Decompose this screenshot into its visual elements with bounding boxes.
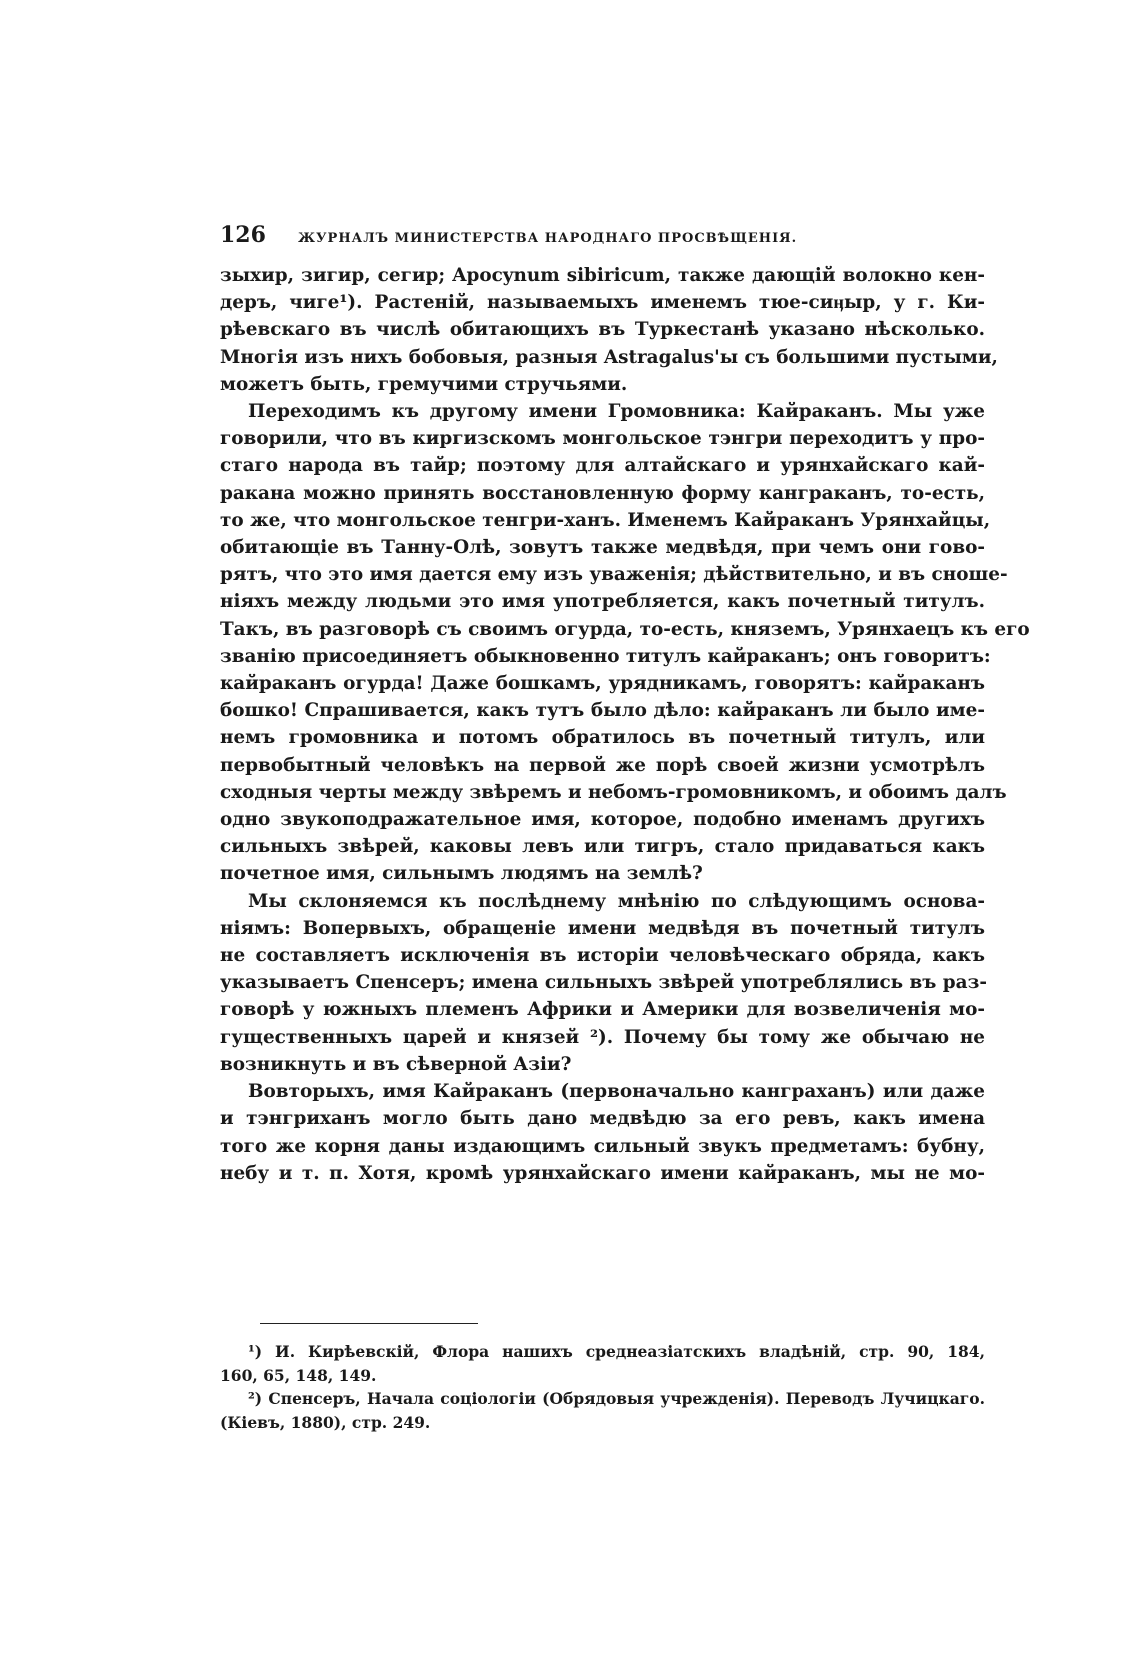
text-line: ніямъ: Вопервыхъ, обращеніе имени медвѣдя въ почетный титулъ <box>220 917 985 939</box>
text-line: возникнуть и въ сѣверной Азіи? <box>220 1053 572 1075</box>
text-line: кайраканъ огурда! Даже бошкамъ, урядникамъ, говорятъ: кайраканъ <box>220 673 985 695</box>
footnote-line: (Кіевъ, 1880), стр. 249. <box>220 1412 431 1432</box>
paragraph-start-line: Мы склоняемся къ послѣднему мнѣнію по слѣдующимъ основа- <box>248 890 985 912</box>
footnote-divider <box>260 1323 478 1324</box>
text-line: того же корня даны издающимъ сильный звукъ предметамъ: бубну, <box>220 1135 985 1157</box>
text-line: говорѣ у южныхъ племенъ Африки и Америки для возвеличенія мо- <box>220 999 985 1021</box>
footnote-line: ²) Спенсеръ, Начала соціологіи (Обрядовыя учрежденія). Переводъ Лучицкаго. <box>248 1389 985 1408</box>
text-line: и тэнгриханъ могло быть дано медвѣдю за его ревъ, какъ имена <box>220 1108 985 1130</box>
text-line: бошко! Спрашивается, какъ тутъ было дѣло: кайраканъ ли было име- <box>220 700 985 722</box>
text-line: одно звукоподражательное имя, которое, подобно именамъ другихъ <box>220 809 985 831</box>
text-line: небу и т. п. Хотя, кромѣ урянхайскаго имени кайраканъ, мы не мо- <box>220 1162 985 1184</box>
page-header <box>220 222 920 248</box>
text-line: не составляетъ исключенія въ исторіи человѣческаго обряда, какъ <box>220 945 985 967</box>
paragraph-start-line: Вовторыхъ, имя Кайраканъ (первоначально канграханъ) или даже <box>248 1081 985 1103</box>
text-line: почетное имя, сильнымъ людямъ на землѣ? <box>220 863 703 885</box>
text-line: стаго народа въ тайр; поэтому для алтайскаго и урянхайскаго кай- <box>220 455 985 477</box>
text-line: Такъ, въ разговорѣ съ своимъ огурда, то-есть, княземъ, Урянхаецъ къ его <box>220 618 1030 640</box>
text-line: Многія изъ нихъ бобовыя, разныя Astragalus'ы съ большими пустыми, <box>220 346 998 368</box>
text-line: званію присоединяетъ обыкновенно титулъ кайраканъ; онъ говоритъ: <box>220 645 991 667</box>
footnotes <box>220 1340 985 1434</box>
text-line: немъ громовника и потомъ обратилось въ почетный титулъ, или <box>220 727 985 749</box>
text-line: рятъ, что это имя дается ему изъ уваженія; дѣйствительно, и въ сноше- <box>220 564 1008 586</box>
text-line: говорили, что въ киргизскомъ монгольское тэнгри переходитъ у про- <box>220 428 985 450</box>
text-line: сходныя черты между звѣремъ и небомъ-громовникомъ, и обоимъ далъ <box>220 781 1007 803</box>
text-line: обитающіе въ Танну-Олѣ, зовутъ также медвѣдя, при чемъ они гово- <box>220 537 985 559</box>
text-line: рѣевскаго въ числѣ обитающихъ въ Туркестанѣ указано нѣсколько. <box>220 319 985 341</box>
text-line: сильныхъ звѣрей, каковы левъ или тигръ, стало придаваться какъ <box>220 836 985 858</box>
footnote-line: 160, 65, 148, 149. <box>220 1365 377 1385</box>
text-line: первобытный человѣкъ на первой же порѣ своей жизни усмотрѣлъ <box>220 754 985 776</box>
text-line: указываетъ Спенсеръ; имена сильныхъ звѣрей употреблялись въ раз- <box>220 972 987 994</box>
text-line: гущественныхъ царей и князей ²). Почему бы тому же обычаю не <box>220 1026 985 1048</box>
text-line: зыхир, зигир, сегир; Apocynum sibiricum, также дающій волокно кен- <box>220 265 985 286</box>
text-line: деръ, чиге¹). Растеній, называемыхъ именемъ тюе-сиӊыр, у г. Ки- <box>220 292 985 314</box>
text-line: ніяхъ между людьми это имя употребляется, какъ почетный титулъ. <box>220 591 985 613</box>
paragraph-start-line: Переходимъ къ другому имени Громовника: Кайраканъ. Мы уже <box>248 401 985 423</box>
text-line: можетъ быть, гремучими стручьями. <box>220 373 628 395</box>
text-line: ракана можно принять восстановленную форму канграканъ, то-есть, <box>220 482 985 504</box>
text-line: то же, что монгольское тенгри-ханъ. Именемъ Кайраканъ Урянхайцы, <box>220 509 991 531</box>
page-number: 126 <box>220 222 266 248</box>
body-text <box>220 262 1030 1187</box>
footnote-line: ¹) И. Кирѣевскій, Флора нашихъ среднеазіатскихъ владѣній, стр. 90, 184, <box>248 1342 985 1361</box>
running-title: ЖУРНАЛЪ МИНИСТЕРСТВА НАРОДНАГО ПРОСВѢЩЕНІЯ. <box>297 231 798 246</box>
